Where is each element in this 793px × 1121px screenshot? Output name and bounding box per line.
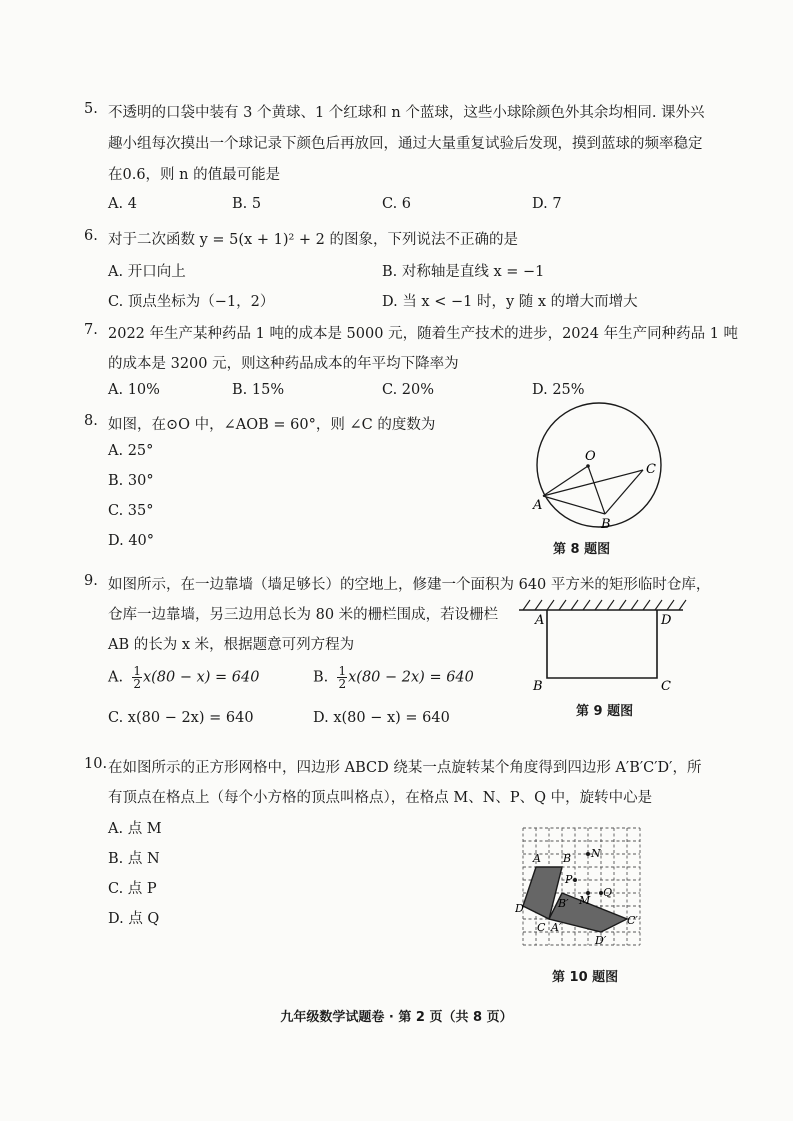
question-9-caption: 第 9 题图 <box>576 704 634 719</box>
question-6-stem: 对于二次函数 y = 5(x + 1)² + 2 的图象，下列说法不正确的是 <box>108 232 518 248</box>
question-5-option-d: D. 7 <box>532 196 562 212</box>
question-7-number: 7. <box>84 322 98 338</box>
question-5-option-b: B. 5 <box>232 196 262 212</box>
segment-bc <box>605 470 643 514</box>
label-a: A <box>533 498 543 513</box>
question-7-option-d: D. 25% <box>532 382 585 398</box>
question-5-line-2: 趣小组每次摸出一个球记录下颜色后再放回，通过大量重复试验后发现，摸到蓝球的频率稳定 <box>108 136 703 152</box>
segment-ao <box>543 466 588 496</box>
question-5-number: 5. <box>84 101 98 117</box>
question-10-option-a: A. 点 M <box>108 821 162 837</box>
question-9-line-1: 如图所示，在一边靠墙（墙足够长）的空地上，修建一个面积为 640 平方米的矩形临时仓库， <box>108 577 711 593</box>
question-8-number: 8. <box>84 413 98 429</box>
question-10-figure <box>515 820 650 950</box>
circle-o <box>537 403 661 527</box>
label-d: D <box>515 902 524 915</box>
question-5-option-c: C. 6 <box>382 196 412 212</box>
question-7-line-2: 的成本是 3200 元，则这种药品成本的年平均下降率为 <box>108 356 459 372</box>
question-8-option-a: A. 25° <box>108 443 154 459</box>
question-7-option-a: A. 10% <box>108 382 160 398</box>
label-a: A <box>533 852 541 865</box>
question-9-line-2: 仓库一边靠墙，另三边用总长为 80 米的栅栏围成，若设栅栏 <box>108 607 499 623</box>
label-c: C <box>537 921 546 934</box>
point-p <box>573 878 577 882</box>
segment-ac <box>543 470 643 496</box>
question-9-line-3: AB 的长为 x 米，根据题意可列方程为 <box>108 637 355 653</box>
question-10-number: 10. <box>84 756 108 772</box>
question-9-option-a: A. $\frac{1}{2}$ x(80 − x) = 640 <box>108 664 260 691</box>
label-q: Q <box>603 886 613 899</box>
question-9-option-b: B. $\frac{1}{2}$ x(80 − 2x) = 640 <box>313 664 474 691</box>
question-8-caption: 第 8 题图 <box>553 542 611 557</box>
question-6-option-c: C. 顶点坐标为（−1，2） <box>108 294 275 310</box>
question-6-option-d: D. 当 x < −1 时，y 随 x 的增大而增大 <box>382 294 638 310</box>
label-a: A <box>535 613 545 628</box>
fence-rectangle <box>547 610 657 678</box>
label-n: N <box>591 847 601 860</box>
wall-hatching <box>523 600 686 610</box>
question-8-figure <box>525 400 685 535</box>
question-10-line-1: 在如图所示的正方形网格中，四边形 ABCD 绕某一点旋转某个角度得到四边形 A′B′C′D′，所 <box>108 760 702 776</box>
label-m: M <box>579 894 591 907</box>
label-b-prime: B′ <box>558 897 569 910</box>
question-8-stem: 如图，在⊙O 中，∠AOB = 60°，则 ∠C 的度数为 <box>108 417 436 433</box>
label-o: O <box>585 449 596 464</box>
question-6-option-b: B. 对称轴是直线 x = −1 <box>382 264 545 280</box>
question-6-option-a: A. 开口向上 <box>108 264 186 280</box>
question-8-option-b: B. 30° <box>108 473 154 489</box>
question-10-option-b: B. 点 N <box>108 851 160 867</box>
label-b: B <box>533 679 543 694</box>
question-8-option-c: C. 35° <box>108 503 154 519</box>
label-d-prime: D′ <box>595 934 607 947</box>
label-p: P <box>565 873 573 886</box>
point-n <box>586 852 590 856</box>
question-10-line-2: 有顶点在格点上（每个小方格的顶点叫格点），在格点 M、N、P、Q 中，旋转中心是 <box>108 790 653 806</box>
label-d: D <box>661 613 672 628</box>
question-10-option-d: D. 点 Q <box>108 911 160 927</box>
label-b: B <box>601 517 611 532</box>
label-b: B <box>563 852 572 865</box>
center-point <box>586 464 590 468</box>
page-footer: 九年级数学试题卷 · 第 2 页（共 8 页） <box>280 1010 513 1025</box>
question-5-line-3: 在0.6，则 n 的值最可能是 <box>108 167 281 183</box>
question-7-option-b: B. 15% <box>232 382 285 398</box>
label-a-prime: A′ <box>551 921 562 934</box>
label-c-prime: C′ <box>627 914 638 927</box>
question-9-option-d: D. x(80 − x) = 640 <box>313 710 450 726</box>
question-5-option-a: A. 4 <box>108 196 137 212</box>
question-10-option-c: C. 点 P <box>108 881 157 897</box>
question-9-option-c: C. x(80 − 2x) = 640 <box>108 710 254 726</box>
label-c: C <box>661 679 671 694</box>
fraction-half: $\frac{1}{2}$ <box>338 664 347 691</box>
question-5-line-1: 不透明的口袋中装有 3 个黄球、1 个红球和 n 个蓝球，这些小球除颜色外其余均相同. 课外兴 <box>108 105 705 121</box>
fraction-half: $\frac{1}{2}$ <box>133 664 141 691</box>
question-9-number: 9. <box>84 573 98 589</box>
question-7-line-1: 2022 年生产某种药品 1 吨的成本是 5000 元，随着生产技术的进步，2024 年生产同种药品 1 吨 <box>108 326 739 342</box>
segment-ob <box>588 466 605 514</box>
question-6-number: 6. <box>84 228 98 244</box>
question-9-figure <box>515 596 690 696</box>
question-7-option-c: C. 20% <box>382 382 435 398</box>
question-8-option-d: D. 40° <box>108 533 155 549</box>
label-c: C <box>646 462 656 477</box>
question-10-caption: 第 10 题图 <box>552 970 619 985</box>
